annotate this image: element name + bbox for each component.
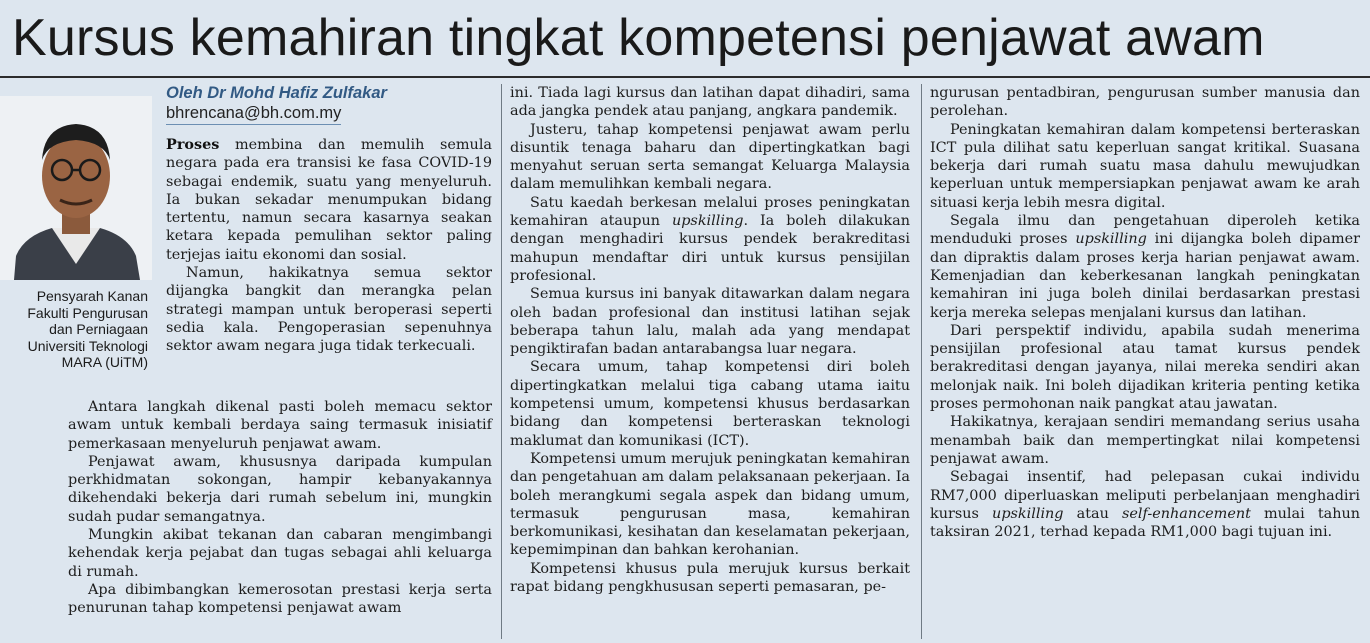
paragraph	[930, 468, 1360, 541]
caption-line: dan Perniagaan	[49, 321, 148, 337]
paragraph-text: Sebagai insentif, had pelepasan cukai individu RM7,000 diperluaskan meliputi perbelanjaan menghadiri kursus	[930, 469, 1360, 522]
italic-term: upskilling	[671, 213, 744, 230]
caption-line: MARA (UiTM)	[61, 354, 148, 370]
paragraph	[510, 194, 910, 285]
article-column-3	[930, 84, 1360, 541]
italic-term: upskilling	[992, 505, 1064, 522]
paragraph: Hakikatnya, kerajaan sendiri memandang serius usaha menambah baik dan mempertingkat nilai kompetensi penjawat awam.	[930, 414, 1360, 467]
paragraph: Apa dibimbangkan kemerosotan prestasi kerja serta penurunan tahap kompetensi penjawat awam	[68, 581, 492, 617]
caption-line: Universiti Teknologi	[27, 337, 148, 354]
paragraph-text: atau	[1063, 505, 1123, 522]
paragraph-text: membina dan memulih semula negara pada era transisi ke fasa COVID-19 sebagai endemik, suatu yang menyeluruh. Ia bukan sekadar menumpukan bidang tertentu, namun secara kasarnya seakan ketara kepada pemulihan sektor paling terjejas iaitu ekonomi dan sosial.	[166, 137, 492, 263]
paragraph: Secara umum, tahap kompetensi diri boleh dipertingkatkan melalui tiga cabang utama iaitu kompetensi umum, kompetensi khusus berdasarkan bidang dan kompetensi berteraskan teknologi maklumat dan komunikasi (ICT).	[510, 359, 910, 449]
paragraph: Peningkatan kemahiran dalam kompetensi berteraskan ICT pula dilihat satu keperluan sangat kritikal. Suasana bekerja dari rumah suatu masa dahulu mewujudkan keperluan untuk mempersiapkan penjawat awam ke arah situasi kerja lebih mesra digital.	[930, 121, 1360, 211]
author-name: Oleh Dr Mohd Hafiz Zulfakar	[166, 84, 387, 102]
paragraph: Justeru, tahap kompetensi penjawat awam perlu disuntik tenaga baharu dan dipertingkatkan bagi menyahut seruan serta semangat Keluarga Malaysia dalam memulihkan kembali negara.	[510, 121, 910, 193]
italic-term: upskilling	[1075, 231, 1147, 248]
italic-term: self-enhancement	[1122, 505, 1251, 522]
paragraph: Mungkin akibat tekanan dan cabaran mengimbangi kehendak kerja pejabat dan tugas sebagai ahli keluarga di rumah.	[68, 527, 492, 580]
paragraph-text: Satu kaedah berkesan melalui proses peningkatan kemahiran ataupun	[510, 194, 910, 230]
author-email-link[interactable]: bhrencana@bh.com.my	[166, 103, 341, 125]
paragraph-text: ini dijangka boleh dipamer dan dipraktis dalam proses kerja harian penjawat awam. Kemenjadian dan keberkesanan langkah peningkatan kemahiran ini juga boleh dinilai berdasarkan prestasi kerja mereka selepas menjalani kursus dan latihan.	[930, 231, 1360, 321]
paragraph: ini. Tiada lagi kursus dan latihan dapat dihadiri, sama ada jangka pendek atau panjang, angkara pandemik.	[510, 85, 910, 120]
headline: Kursus kemahiran tingkat kompetensi penjawat awam	[12, 9, 1265, 67]
paragraph: Kompetensi umum merujuk peningkatan kemahiran dan pengetahuan am dalam pelaksanaan pekerjaan. Ia boleh merangkumi segala aspek dan bidang umum, termasuk pengurusan masa, kemahiran berkomunikasi, kesihatan dan keselamatan pekerjaan, kepemimpinan dan bahkan kerohanian.	[510, 450, 910, 559]
paragraph: Namun, hakikatnya semua sektor dijangka bangkit dan merangka pelan strategi mampan untuk beroperasi seperti sedia kala. Pengoperasian sepenuhnya sektor awam negara juga tidak terkecuali.	[166, 265, 492, 355]
paragraph: Dari perspektif individu, apabila sudah menerima pensijilan profesional atau tamat kursus pendek berakreditasi dengan jayanya, nilai mereka sendiri akan melonjak naik. Ini boleh dijadikan kriteria penting ketika proses permohonan naik pangkat atau jawatan.	[930, 322, 1360, 413]
lead-word: Proses	[166, 136, 220, 153]
paragraph: Antara langkah dikenal pasti boleh memacu sektor awam untuk kembali berdaya saing termasuk inisiatif pemerkasaan menyeluruh penjawat awam.	[68, 399, 492, 452]
headline-rule	[0, 76, 1370, 78]
paragraph-text: mulai tahun taksiran 2021, terhad kepada RM1,000 bagi tujuan ini.	[930, 505, 1361, 541]
paragraph: ngurusan pentadbiran, pengurusan sumber manusia dan perolehan.	[930, 85, 1360, 120]
paragraph: Penjawat awam, khususnya daripada kumpulan perkhidmatan sokongan, hampir kebanyakannya dikehendaki bekerja dari rumah sebelum ini, mungkin sudah pudar semangatnya.	[68, 453, 492, 525]
paragraph-text: Segala ilmu dan pengetahuan diperoleh ketika menduduki proses	[930, 213, 1360, 248]
paragraph-text: . Ia boleh dilakukan dengan menghadiri kursus pendek berakreditasi mahupun mendaftar diri untuk kursus pensijilan profesional.	[510, 213, 910, 284]
paragraph: Kompetensi khusus pula merujuk kursus berkait rapat bidang pengkhususan seperti pemasaran, pe-	[510, 560, 910, 596]
paragraph	[930, 212, 1360, 322]
caption-line: Fakulti Pengurusan	[27, 304, 148, 321]
column-divider	[501, 84, 502, 639]
article-column-1-bottom	[68, 398, 492, 618]
author-caption	[0, 288, 148, 371]
article-column-1-top	[166, 136, 492, 356]
article-column-2	[510, 84, 910, 596]
paragraph: Semua kursus ini banyak ditawarkan dalam negara oleh badan profesional dan institusi latihan sejak beberapa tahun lalu, malah ada yang mendapat pengiktirafan badan antarabangsa luar negara.	[510, 286, 910, 358]
column-divider	[921, 84, 922, 639]
paragraph	[166, 136, 492, 264]
author-photo	[0, 96, 152, 280]
caption-line: Pensyarah Kanan	[36, 288, 148, 304]
byline	[166, 84, 496, 125]
